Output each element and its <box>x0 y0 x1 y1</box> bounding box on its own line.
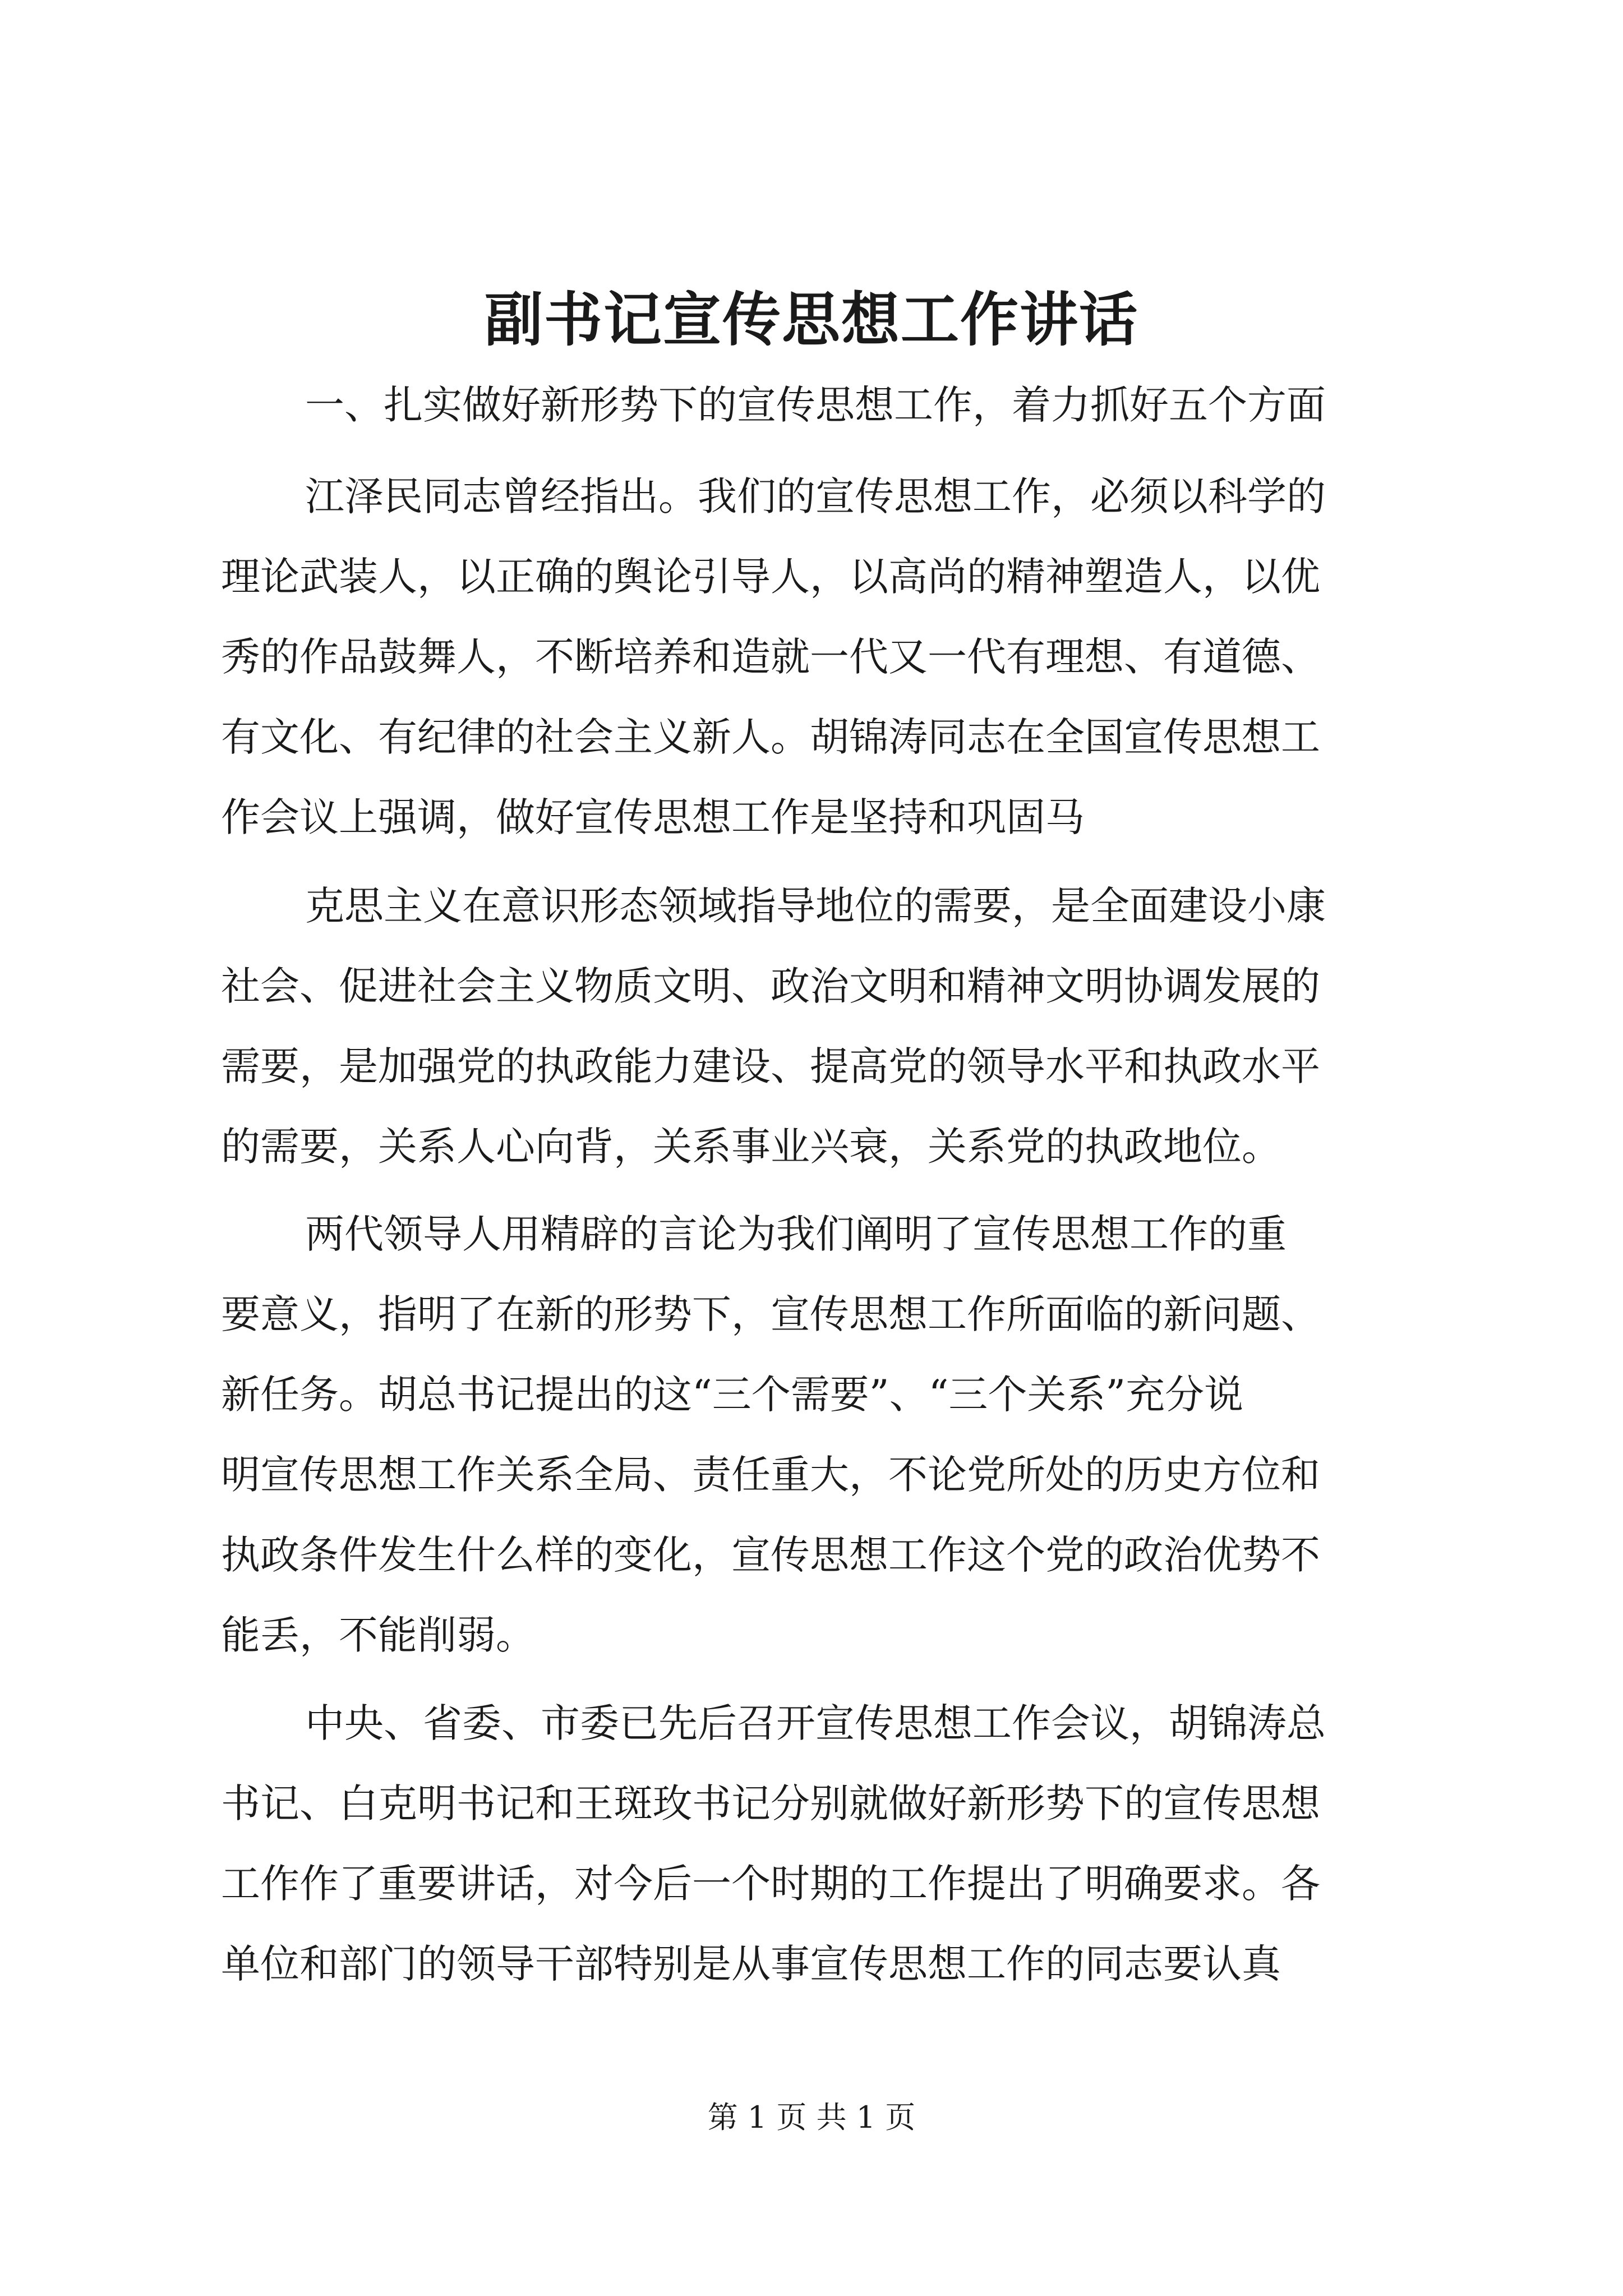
text-line: 能丢，不能削弱。 <box>221 1612 535 1658</box>
text-line: 江泽民同志曾经指出。我们的宣传思想工作，必须以科学的 <box>305 473 1326 519</box>
text-line: 社会、促进社会主义物质文明、政治文明和精神文明协调发展的 <box>221 963 1320 1009</box>
text-line: 单位和部门的领导干部特别是从事宣传思想工作的同志要认真 <box>221 1941 1281 1987</box>
text-line: 明宣传思想工作关系全局、责任重大，不论党所处的历史方位和 <box>221 1452 1320 1498</box>
page-number-footer: 第 1 页 共 1 页 <box>707 2100 916 2135</box>
text-line: 理论武装人，以正确的舆论引导人，以高尚的精神塑造人，以优 <box>221 554 1320 600</box>
text-line: 有文化、有纪律的社会主义新人。胡锦涛同志在全国宣传思想工 <box>221 714 1320 760</box>
document-title: 副书记宣传思想工作讲话 <box>484 285 1138 354</box>
text-line: 执政条件发生什么样的变化，宣传思想工作这个党的政治优势不 <box>221 1532 1320 1578</box>
text-line: 新任务。胡总书记提出的这“三个需要”、“三个关系”充分说 <box>221 1372 1244 1418</box>
text-line: 需要，是加强党的执政能力建设、提高党的领导水平和执政水平 <box>221 1043 1320 1089</box>
text-line: 秀的作品鼓舞人，不断培养和造就一代又一代有理想、有道德、 <box>221 634 1320 680</box>
text-line: 一、扎实做好新形势下的宣传思想工作，着力抓好五个方面 <box>305 382 1326 428</box>
text-line: 中央、省委、市委已先后召开宣传思想工作会议，胡锦涛总 <box>305 1700 1326 1746</box>
text-line: 要意义，指明了在新的形势下，宣传思想工作所面临的新问题、 <box>221 1291 1320 1337</box>
text-line: 两代领导人用精辟的言论为我们阐明了宣传思想工作的重 <box>305 1211 1287 1257</box>
text-line: 工作作了重要讲话，对今后一个时期的工作提出了明确要求。各 <box>221 1861 1320 1907</box>
text-line: 克思主义在意识形态领域指导地位的需要，是全面建设小康 <box>305 883 1326 929</box>
text-line: 作会议上强调，做好宣传思想工作是坚持和巩固马 <box>221 794 1085 840</box>
text-line: 书记、白克明书记和王斑玫书记分别就做好新形势下的宣传思想 <box>221 1780 1320 1826</box>
text-line: 的需要，关系人心向背，关系事业兴衰，关系党的执政地位。 <box>221 1124 1281 1170</box>
